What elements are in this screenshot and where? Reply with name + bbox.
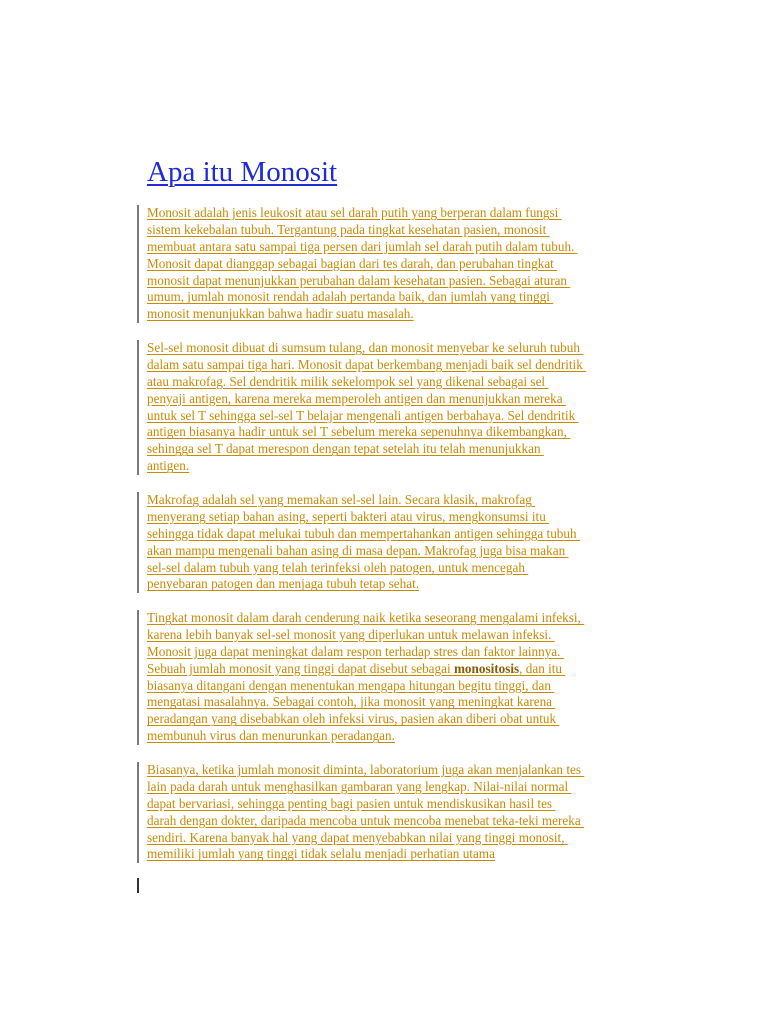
paragraph-line: dapat bervariasi, sehingga penting bagi pasien untuk mendiskusikan hasil tes (147, 795, 556, 811)
paragraph-line: monosit menunjukkan bahwa hadir suatu masalah. (147, 306, 414, 322)
paragraph-line: Sel-sel monosit dibuat di sumsum tulang, dan monosit menyebar ke seluruh tubuh (147, 340, 584, 355)
paragraph-line: Tingkat monosit dalam darah cenderung naik ketika seseorang mengalami infeksi, (147, 610, 585, 625)
text-cursor (137, 878, 139, 893)
paragraph-line: umum, jumlah monosit rendah adalah pertanda baik, dan jumlah yang tinggi (147, 289, 554, 305)
paragraph-line: peradangan yang disebabkan oleh infeksi virus, pasien akan diberi obat untuk (147, 711, 560, 727)
paragraph-line: karena lebih banyak sel-sel monosit yang diperlukan untuk melawan infeksi. (147, 626, 555, 642)
line-text: Sebuah jumlah monosit yang tinggi dapat disebut sebagai (147, 660, 454, 676)
paragraph-5 (137, 762, 687, 863)
paragraph-3 (137, 492, 687, 593)
paragraph-line: memiliki jumlah yang tinggi tidak selalu menjadi perhatian utama (147, 846, 495, 862)
paragraph-1 (137, 205, 687, 323)
paragraph-line: dalam satu sampai tiga hari. Monosit dapat berkembang menjadi baik sel dendritik (147, 356, 587, 372)
paragraph-line: Monosit adalah jenis leukosit atau sel darah putih yang berperan dalam fungsi (147, 205, 562, 220)
paragraph-line: sistem kekebalan tubuh. Tergantung pada tingkat kesehatan pasien, monosit (147, 221, 550, 237)
paragraph-line: Biasanya, ketika jumlah monosit diminta, laboratorium juga akan menjalankan tes (147, 762, 585, 777)
paragraph-2 (137, 340, 687, 475)
line-text: , dan itu (519, 660, 566, 676)
paragraph-line: sel-sel dalam tubuh yang telah terinfeksi oleh patogen, untuk mencegah (147, 559, 529, 575)
paragraph-line: membuat antara satu sampai tiga persen dari jumlah sel darah putih dalam tubuh. (147, 238, 578, 254)
paragraph-line: akan mampu mengenali bahan asing di masa depan. Makrofag juga bisa makan (147, 542, 569, 558)
paragraph-line: Monosit juga dapat meningkat dalam respon terhadap stres dan faktor lainnya. (147, 643, 564, 659)
paragraph-line: sehingga tidak dapat melukai tubuh dan mempertahankan antigen sehingga tubuh (147, 525, 580, 541)
paragraph-line: sehingga sel T dapat merespon dengan tepat setelah itu telah menunjukkan (147, 441, 544, 457)
paragraph-line: darah dengan dokter, daripada mencoba untuk mencoba menebat teka-teki mereka (147, 812, 585, 828)
paragraph-line: Makrofag adalah sel yang memakan sel-sel lain. Secara klasik, makrofag (147, 492, 536, 507)
page-title: Apa itu Monosit (147, 156, 338, 188)
paragraph-line: lain pada darah untuk menghasilkan gambaran yang lengkap. Nilai-nilai normal (147, 778, 572, 794)
bold-term: monositosis (453, 660, 520, 676)
paragraph-line: Monosit dapat dianggap sebagai bagian dari tes darah, dan perubahan tingkat (147, 255, 558, 271)
paragraph-line: menyerang setiap bahan asing, seperti bakteri atau virus, mengkonsumsi itu (147, 508, 550, 524)
paragraph-line: penyebaran patogen dan menjaga tubuh tetap sehat. (147, 576, 420, 592)
paragraph-line: antigen biasanya hadir untuk sel T sebelum mereka sepenuhnya dikembangkan, (147, 424, 571, 440)
paragraph-line (147, 661, 687, 678)
paragraph-line: atau makrofag. Sel dendritik milik sekelompok sel yang dikenal sebagai sel (147, 373, 549, 389)
paragraph-line: biasanya ditangani dengan menentukan mengapa hitungan begitu tinggi, dan (147, 677, 555, 693)
paragraph-line: untuk sel T sehingga sel-sel T belajar mengenali antigen berbahaya. Sel dendritik (147, 407, 579, 423)
paragraph-4 (137, 610, 687, 745)
paragraph-line: penyaji antigen, karena mereka memperoleh antigen dan menunjukkan mereka (147, 390, 566, 406)
paragraph-line: membunuh virus dan menurunkan peradangan. (147, 728, 395, 744)
paragraph-line: sendiri. Karena banyak hal yang dapat menyebabkan nilai yang tinggi monosit, (147, 829, 568, 845)
paragraph-line: mengatasi masalahnya. Sebagai contoh, jika monosit yang meningkat karena (147, 694, 556, 710)
paragraph-line: monosit dapat menunjukkan perubahan dalam kesehatan pasien. Sebagai aturan (147, 272, 571, 288)
paragraph-line: antigen. (147, 458, 190, 474)
